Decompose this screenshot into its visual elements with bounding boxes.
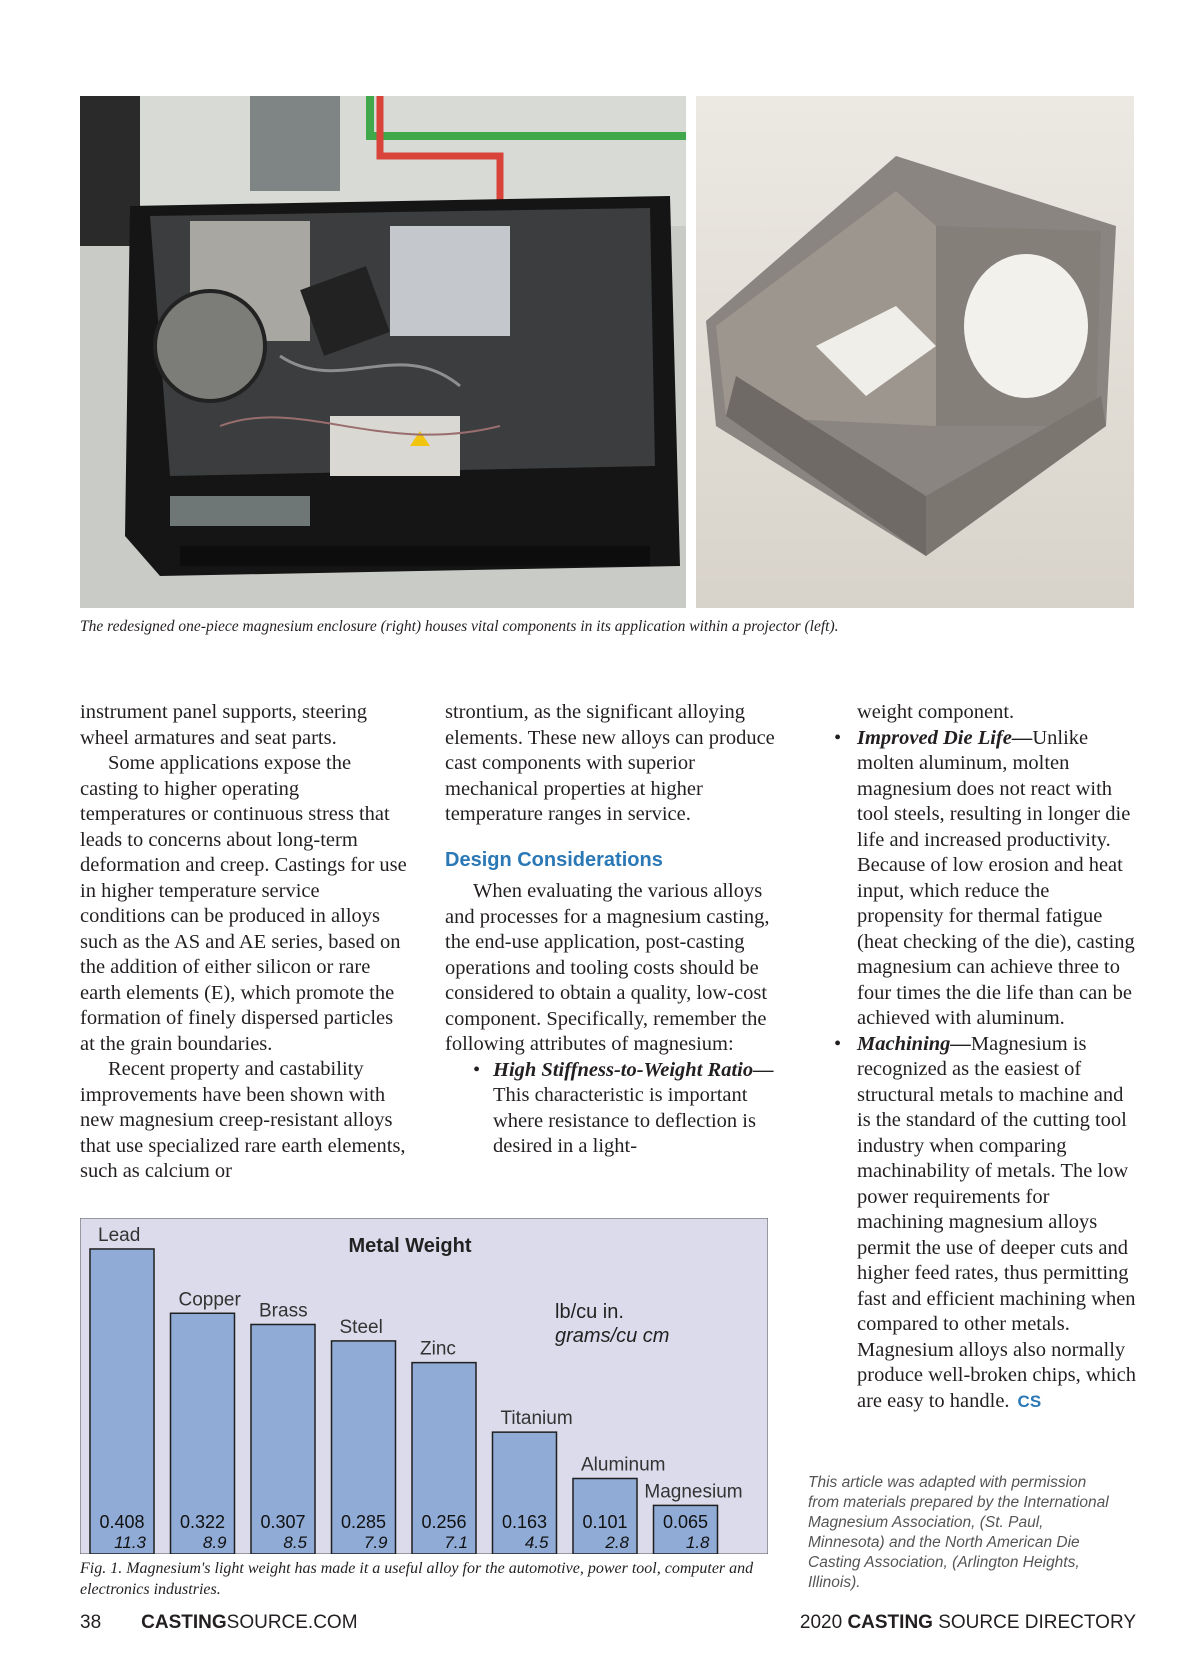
text-column-1 xyxy=(80,700,410,1185)
photo-caption: The redesigned one-piece magnesium enclosure (right) houses vital components in its application within a projector (left). xyxy=(80,618,839,635)
metal-weight-chart xyxy=(80,1218,768,1554)
value-label-imperial: 0.408 xyxy=(99,1512,145,1532)
value-label-metric: 8.9 xyxy=(202,1533,227,1552)
value-label-metric: 8.5 xyxy=(283,1533,307,1552)
legend-metric: grams/cu cm xyxy=(555,1325,670,1347)
footer-rest: SOURCE DIRECTORY xyxy=(938,1612,1136,1633)
value-label-imperial: 0.285 xyxy=(340,1512,387,1532)
category-label: Aluminum xyxy=(581,1454,666,1476)
value-label-imperial: 0.065 xyxy=(662,1512,709,1532)
paragraph: When evaluating the various alloys and processes for a magnesium casting, the end-use application, post-casting operations and tooling costs should be considered to obtain a quality, low-cost component. Specifically, remember the following attributes of magnesium: xyxy=(445,880,770,1055)
footer-bold: CASTING xyxy=(847,1612,933,1633)
end-mark: CS xyxy=(1017,1391,1042,1411)
paragraph: Some applications expose the casting to higher operating temperatures or continuous stress that leads to concerns about long-term deformation and creep. Castings for use in higher temperature service conditions can be produced in alloys such as the AS and AE series, based on the addition of either silicon or rare earth elements (E), which promote the formation of finely dispersed particles at the grain boundaries. xyxy=(80,752,407,1055)
paragraph: instrument panel supports, steering wheel armatures and seat parts. xyxy=(80,701,367,749)
site-name-bold: CASTING xyxy=(141,1612,227,1633)
paragraph: Recent property and castability improvements have been shown with new magnesium creep-resistant alloys that use specialized rare earth elements, such as calcium or xyxy=(80,1058,406,1182)
article-credit: This article was adapted with permission from materials prepared by the International Magnesium Association, (St. Paul, Minnesota) and the North American Die Casting Association, (Arlington Heights, Illinois). xyxy=(808,1474,1109,1591)
bullet-icon: • xyxy=(834,1032,842,1055)
value-label-metric: 4.5 xyxy=(524,1533,549,1552)
value-label-metric: 1.8 xyxy=(685,1533,710,1552)
paragraph: weight component. xyxy=(857,701,1015,723)
value-label-imperial: 0.256 xyxy=(421,1512,467,1532)
value-label-imperial: 0.163 xyxy=(501,1512,548,1532)
value-label-metric: 7.9 xyxy=(363,1533,388,1552)
value-label-metric: 11.3 xyxy=(114,1533,146,1552)
value-label-imperial: 0.322 xyxy=(179,1512,226,1532)
bullet-title: High Stiffness-to-Weight Ratio— xyxy=(493,1058,774,1081)
value-label-metric: 7.1 xyxy=(444,1533,468,1552)
bullet-item xyxy=(830,1032,1140,1415)
page-number: 38 xyxy=(80,1612,102,1633)
footer-right xyxy=(800,1612,1136,1634)
magnesium-enclosure-photo xyxy=(696,96,1134,608)
category-label: Brass xyxy=(259,1300,308,1322)
figure-caption: Fig. 1. Magnesium's light weight has made it a useful alloy for the automotive, power tool, computer and electronics industries. xyxy=(80,1560,754,1598)
section-heading: Design Considerations xyxy=(445,848,663,871)
bullet-text: Unlike molten aluminum, molten magnesium does not react with tool steels, resulting in longer die life and increased productivity. Because of low erosion and heat input, which reduce the propensity for thermal fatigue (heat checking of the die), casting magnesium can achieve three to four times the die life than can be achieved with aluminum. xyxy=(857,726,1135,1029)
value-label-metric: 2.8 xyxy=(605,1533,629,1552)
value-label-imperial: 0.101 xyxy=(582,1512,628,1532)
site-name-rest: SOURCE.COM xyxy=(226,1612,358,1633)
category-label: Copper xyxy=(178,1289,241,1311)
category-label: Lead xyxy=(98,1224,141,1246)
bullet-text: Magnesium is recognized as the easiest of structural metals to machine and is the standard of the cutting tool industry when comparing machinability of metals. The low power requirements for machining magnesium alloys permit the use of deeper cuts and higher feed rates, thus permitting fast and efficient machining when compared to other metals. Magnesium alloys also normally produce well-broken chips, which are easy to handle. xyxy=(857,1032,1136,1412)
text-column-3 xyxy=(830,700,1140,1414)
category-label: Titanium xyxy=(500,1408,573,1430)
footer-left xyxy=(80,1612,358,1634)
bullet-title: Machining— xyxy=(857,1032,971,1055)
projector-photo xyxy=(80,96,686,608)
legend-imperial: lb/cu in. xyxy=(555,1301,624,1323)
category-label: Steel xyxy=(339,1316,383,1338)
bullet-text: This characteristic is important where resistance to deflection is desired in a light- xyxy=(493,1084,756,1157)
footer-year: 2020 xyxy=(799,1612,843,1633)
category-label: Magnesium xyxy=(644,1481,743,1503)
bullet-item xyxy=(445,1058,775,1160)
category-label: Zinc xyxy=(420,1338,456,1360)
bullet-icon: • xyxy=(473,1058,481,1081)
bullet-item xyxy=(830,726,1140,1032)
bullet-title: Improved Die Life— xyxy=(857,726,1033,749)
chart-title: Metal Weight xyxy=(348,1235,472,1257)
paragraph: strontium, as the significant alloying elements. These new alloys can produce cast components with superior mechanical properties at higher temperature ranges in service. xyxy=(445,701,775,825)
value-label-imperial: 0.307 xyxy=(260,1512,306,1532)
bullet-icon: • xyxy=(834,726,842,749)
bar-lead xyxy=(90,1249,154,1554)
text-column-2 xyxy=(445,700,775,1160)
